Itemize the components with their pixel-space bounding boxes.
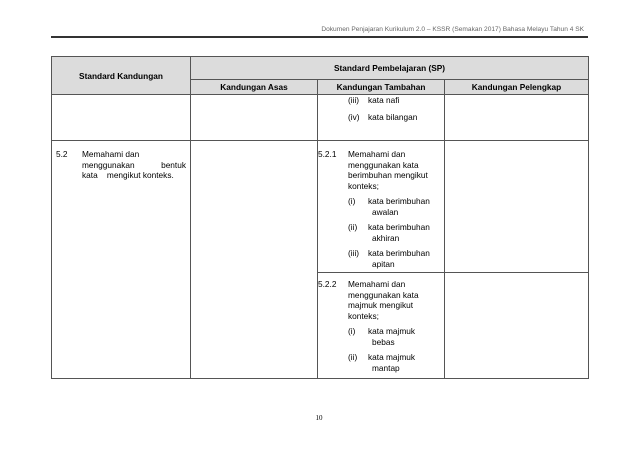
list-item: (i) kata majmuk bebas [348, 326, 416, 347]
document-header: Dokumen Penjajaran Kurikulum 2.0 – KSSR (Semakan 2017) Bahasa Melayu Tahun 4 SK [321, 26, 584, 33]
header-standard-kandungan: Standard Kandungan [52, 57, 191, 95]
sp-number: 5.2.2 [318, 279, 337, 289]
list-item: (iv) kata bilangan [348, 111, 418, 122]
list-item: (i) kata berimbuhan awalan [348, 196, 430, 217]
list-item: (iii) kata berimbuhan apitan [348, 248, 430, 269]
cell-sp-5-2-1: 5.2.1 Memahami dan menggunakan kata berimbuhan mengikut konteks; (i) kata berimbuhan awalan (ii) kata berimbuhan akhiran (iii) kata berimbuhan apitan [318, 141, 445, 273]
page-number: 10 [315, 414, 323, 422]
cell-pelengkap-empty [445, 141, 589, 273]
standard-number: 5.2 [56, 149, 68, 159]
table-row [52, 95, 589, 141]
cell-tambahan-continued [318, 95, 445, 141]
cell-standard-empty [52, 95, 191, 141]
standard-text-word: bentuk [161, 159, 186, 170]
curriculum-table [51, 56, 589, 379]
standard-text-line: Memahami dan [82, 149, 140, 159]
header-kandungan-pelengkap: Kandungan Pelengkap [445, 80, 589, 95]
cell-sp-5-2-2: 5.2.2 Memahami dan menggunakan kata majmuk mengikut konteks; (i) kata majmuk bebas (ii) kata majmuk mantap [318, 273, 445, 379]
list-item: (ii) kata berimbuhan akhiran [348, 222, 430, 243]
list-item: (iii) kata nafi [348, 95, 400, 105]
header-rule [51, 36, 588, 38]
standard-text-word: menggunakan [82, 159, 135, 170]
header-standard-pembelajaran: Standard Pembelajaran (SP) [191, 57, 589, 80]
cell-asas-empty [191, 95, 318, 141]
header-kandungan-asas: Kandungan Asas [191, 80, 318, 95]
cell-pelengkap-empty [445, 95, 589, 141]
header-kandungan-tambahan: Kandungan Tambahan [318, 80, 445, 95]
cell-pelengkap-empty [445, 273, 589, 379]
cell-asas-empty [191, 141, 318, 379]
list-item: (ii) kata majmuk mantap [348, 352, 416, 373]
standard-text-line: kata mengikut konteks. [82, 170, 174, 180]
table-row [52, 141, 589, 273]
cell-standard-5-2 [52, 141, 191, 379]
sp-number: 5.2.1 [318, 149, 337, 159]
